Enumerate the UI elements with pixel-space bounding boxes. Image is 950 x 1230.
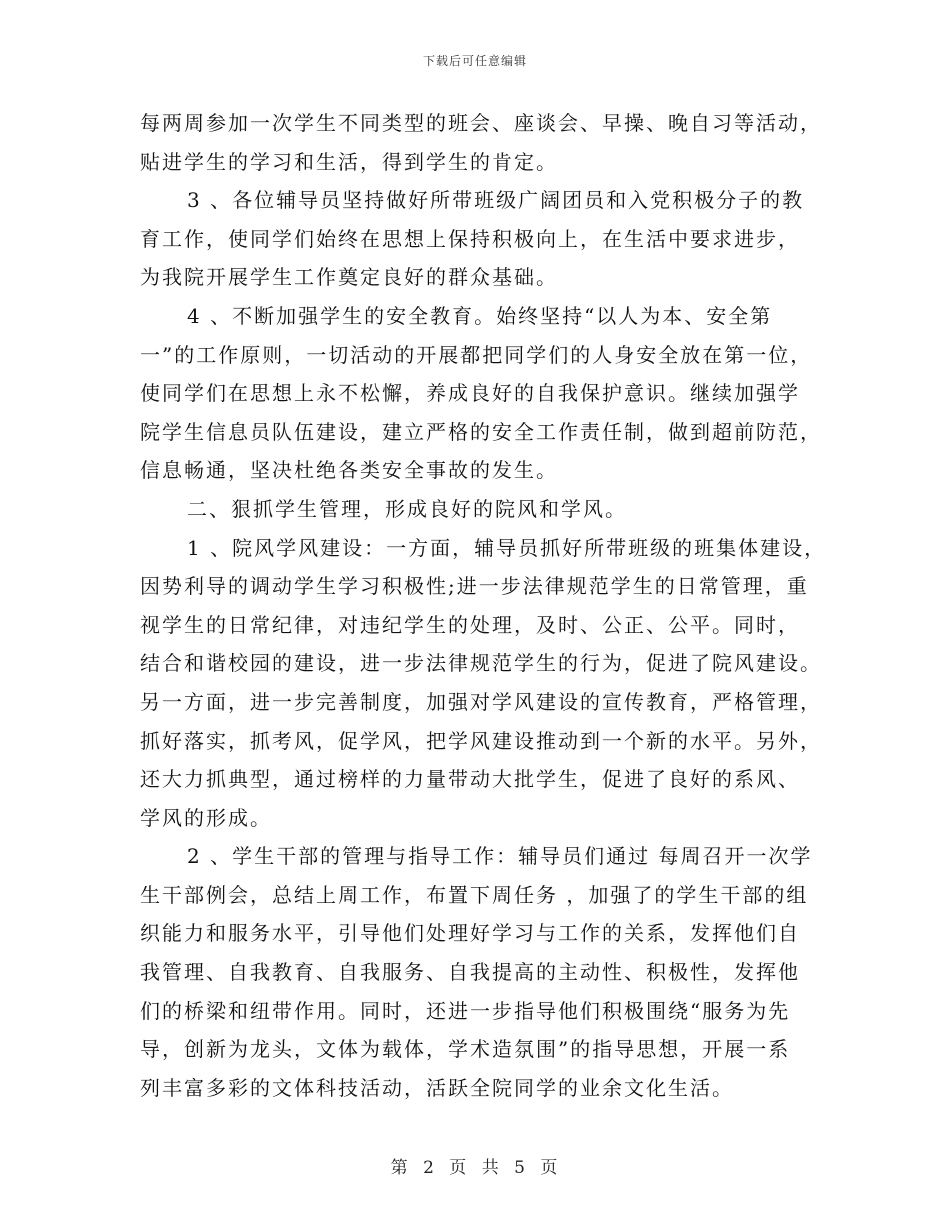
text-line: 抓好落实，抓考风，促学风，把学风建设推动到一个新的水平。另外， <box>140 728 822 753</box>
text-line: 另一方面，进一步完善制度，加强对学风建设的宣传教育，严格管理， <box>140 689 822 714</box>
document-body <box>140 104 827 1107</box>
text-line: 2 、学生干部的管理与指导工作：辅导员们通过 每周召开一次学 <box>187 844 813 869</box>
text-line: 二、狠抓学生管理，形成良好的院风和学风。 <box>187 496 627 521</box>
text-line: 一”的工作原则，一切活动的开展都把同学们的人身安全放在第一位， <box>140 342 813 367</box>
text-line: 织能力和服务水平，引导他们处理好学习与工作的关系，发挥他们自 <box>140 921 800 946</box>
text-line: 视学生的日常纪律，对违纪学生的处理，及时、公正、公平。同时， <box>140 612 800 637</box>
text-line: 信息畅通，坚决杜绝各类安全事故的发生。 <box>140 458 558 483</box>
text-line: 每两周参加一次学生不同类型的班会、座谈会、早操、晚自习等活动， <box>140 111 822 135</box>
text-line: 贴进学生的学习和生活，得到学生的肯定。 <box>140 149 558 174</box>
text-line: 学风的形成。 <box>140 805 272 830</box>
text-line: 使同学们在思想上永不松懈，养成良好的自我保护意识。继续加强学 <box>140 381 800 406</box>
page-header: 下载后可任意编辑 <box>422 54 527 68</box>
text-line: 为我院开展学生工作奠定良好的群众基础。 <box>140 265 558 290</box>
text-line: 3 、各位辅导员坚持做好所带班级广阔团员和入党积极分子的教 <box>187 188 805 213</box>
text-line: 我管理、自我教育、自我服务、自我提高的主动性、积极性，发挥他 <box>140 960 800 985</box>
text-line: 1 、院风学风建设：一方面，辅导员抓好所带班级的班集体建设， <box>187 535 827 560</box>
text-line: 结合和谐校园的建设，进一步法律规范学生的行为，促进了院风建设。 <box>140 651 822 676</box>
text-line: 院学生信息员队伍建设，建立严格的安全工作责任制，做到超前防范， <box>140 419 822 444</box>
text-line: 列丰富多彩的文体科技活动，活跃全院同学的业余文化生活。 <box>140 1075 734 1100</box>
text-line: 导，创新为龙头，文体为载体，学术造氛围”的指导思想，开展一系 <box>140 1037 791 1062</box>
text-line: 生干部例会，总结上周工作，布置下周任务 ，加强了的学生干部的组 <box>140 882 809 907</box>
text-line: 4 、不断加强学生的安全教育。始终坚持“以人为本、安全第 <box>187 303 773 328</box>
page-footer: 第 2 页 共 5 页 <box>390 1158 560 1178</box>
text-line: 因势利导的调动学生学习积极性;进一步法律规范学生的日常管理，重 <box>140 574 809 599</box>
text-line: 还大力抓典型，通过榜样的力量带动大批学生，促进了良好的系风、 <box>140 767 800 792</box>
text-line: 们的桥梁和纽带作用。同时，还进一步指导他们积极围绕“服务为先 <box>140 998 791 1023</box>
text-line: 育工作，使同学们始终在思想上保持积极向上，在生活中要求进步， <box>140 226 800 251</box>
